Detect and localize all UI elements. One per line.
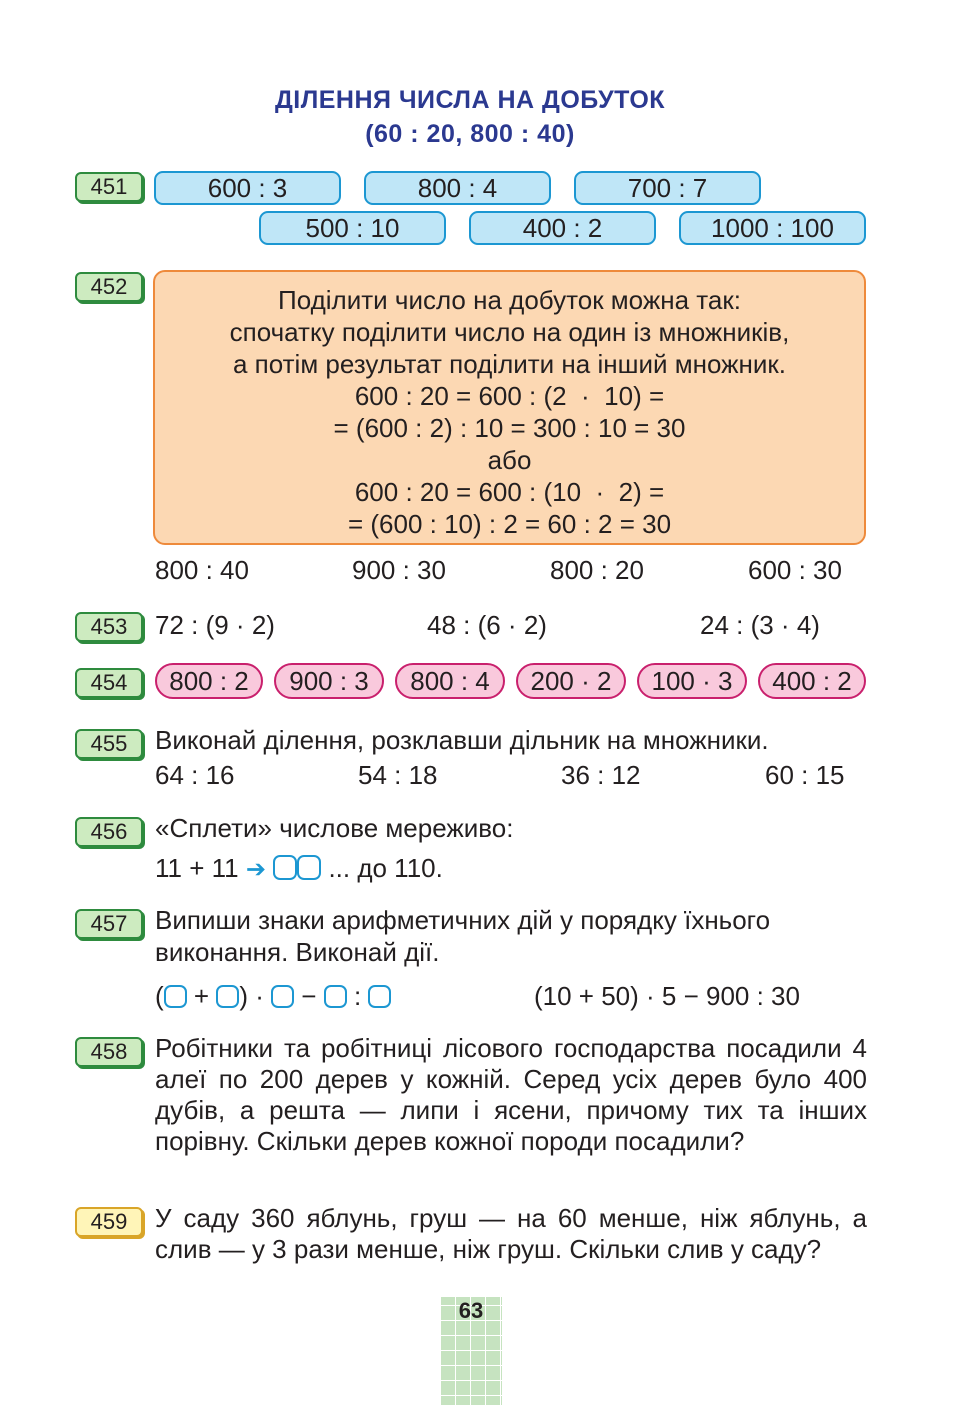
ex454-task-1: 800 : 2	[155, 663, 263, 699]
ex457-expression: (10 + 50) · 5 − 900 : 30	[534, 981, 800, 1011]
ex455-task-3: 36 : 12	[561, 760, 641, 790]
ex458-problem: Робітники та робітниці лісового господарства посадили 4 алеї по 200 дерев у кожній. Серед усіх дерев було 400 дубів, а решта — липи і ясени, причому тих та інших порівну. Скільки дерев кожної породи посадили?	[155, 1033, 867, 1156]
rule-box	[153, 270, 866, 545]
exercise-number-458: 458	[75, 1037, 143, 1067]
rule-line: або	[487, 445, 532, 475]
ex459-problem: У саду 360 яблунь, груш — на 60 менше, ніж яблунь, а слив — у 3 рази менше, ніж груш. Скільки слив у саду?	[155, 1203, 867, 1264]
ex453-task-2: 48 : (6 · 2)	[427, 610, 547, 640]
exercise-number-452: 452	[75, 272, 143, 302]
ex454-task-5: 100 · 3	[637, 663, 747, 699]
empty-box-icon	[273, 855, 297, 880]
ex453-task-1: 72 : (9 · 2)	[155, 610, 275, 640]
ex457-instruction: Випиши знаки арифметичних дій у порядку їхнього виконання. Виконай дії.	[155, 905, 771, 967]
empty-box-icon	[164, 985, 187, 1008]
ex454-task-6: 400 : 2	[758, 663, 866, 699]
rule-line: = (600 : 2) : 10 = 300 : 10 = 30	[333, 413, 686, 443]
exercise-number-454: 454	[75, 668, 143, 698]
ex454-task-2: 900 : 3	[274, 663, 384, 699]
rule-line: = (600 : 10) : 2 = 60 : 2 = 30	[347, 509, 672, 539]
ex456-pattern	[155, 852, 443, 886]
ex451-card-6: 1000 : 100	[679, 211, 866, 245]
ex454-task-3: 800 : 4	[395, 663, 505, 699]
ex455-instruction: Виконай ділення, розклавши дільник на множники.	[155, 725, 769, 755]
ex452-task-4: 600 : 30	[748, 555, 842, 585]
rule-line: 600 : 20 = 600 : (2 · 10) =	[354, 381, 665, 411]
page-number: 63	[458, 1298, 484, 1323]
rule-line: а потім результат поділити на інший множник.	[232, 349, 786, 379]
empty-box-icon	[216, 985, 239, 1008]
exercise-number-457: 457	[75, 909, 143, 939]
ex456-end: ... до 110.	[328, 853, 443, 883]
page-title: ДІЛЕННЯ ЧИСЛА НА ДОБУТОК	[274, 86, 666, 114]
arrow-right-icon: ➔	[245, 856, 266, 883]
ex454-task-4: 200 · 2	[516, 663, 626, 699]
exercise-number-451: 451	[75, 172, 143, 202]
rule-line: спочатку поділити число на один із множників,	[229, 317, 790, 347]
empty-box-icon	[368, 985, 391, 1008]
ex451-card-3: 700 : 7	[574, 171, 761, 205]
empty-box-icon	[271, 985, 294, 1008]
ex455-task-4: 60 : 15	[765, 760, 845, 790]
ex455-task-2: 54 : 18	[358, 760, 438, 790]
ex451-card-5: 400 : 2	[469, 211, 656, 245]
ex452-task-2: 900 : 30	[352, 555, 446, 585]
exercise-number-459: 459	[75, 1207, 143, 1237]
rule-line: 600 : 20 = 600 : (10 · 2) =	[354, 477, 665, 507]
ex451-card-4: 500 : 10	[259, 211, 446, 245]
ex452-task-1: 800 : 40	[155, 555, 249, 585]
ex451-card-2: 800 : 4	[364, 171, 551, 205]
ex455-task-1: 64 : 16	[155, 760, 235, 790]
ex452-task-3: 800 : 20	[550, 555, 644, 585]
rule-line: Поділити число на добуток можна так:	[278, 285, 741, 315]
exercise-number-456: 456	[75, 817, 143, 847]
ex456-instruction: «Сплети» числове мереживо:	[155, 813, 514, 843]
exercise-number-453: 453	[75, 612, 143, 642]
empty-box-icon	[324, 985, 347, 1008]
exercise-number-455: 455	[75, 729, 143, 759]
ex451-card-1: 600 : 3	[154, 171, 341, 205]
empty-box-icon	[297, 855, 321, 880]
page-subtitle: (60 : 20, 800 : 40)	[365, 120, 575, 148]
ex453-task-3: 24 : (3 · 4)	[700, 610, 820, 640]
ex456-start: 11 + 11	[155, 853, 239, 883]
ex457-scheme: ( + ) · − :	[155, 980, 391, 1012]
